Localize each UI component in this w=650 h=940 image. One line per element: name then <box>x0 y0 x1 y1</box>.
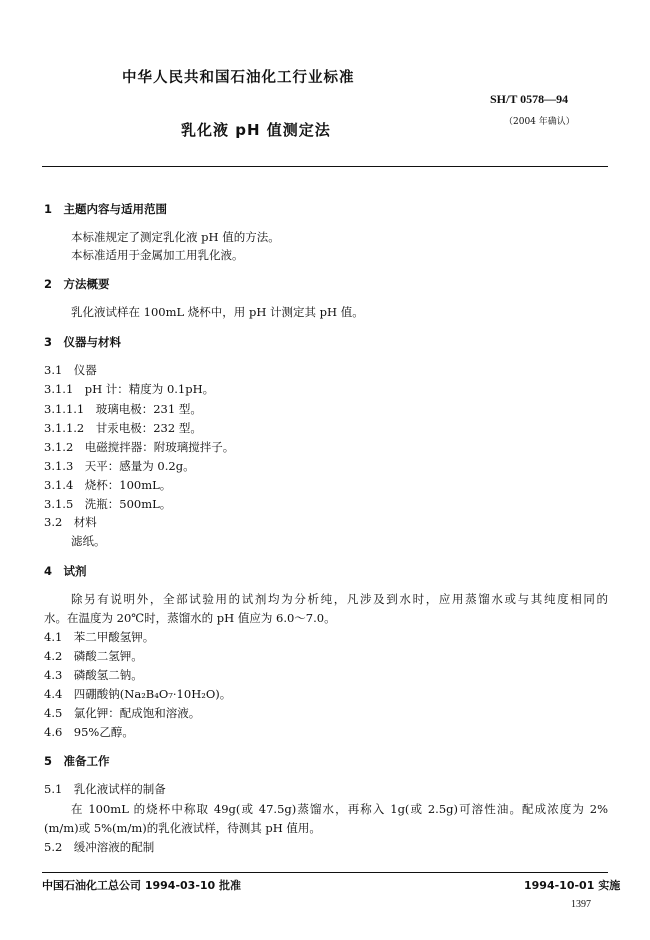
paragraph: 滤纸。 <box>71 534 106 548</box>
page-number: 1397 <box>571 899 591 910</box>
clause-4-4: 4.4 四硼酸钠(Na₂B₄O₇·10H₂O)。 <box>44 687 232 701</box>
clause-3-1: 3.1 仪器 <box>44 363 97 377</box>
clause-3-1-1: 3.1.1 pH 计：精度为 0.1pH。 <box>44 382 215 396</box>
paragraph: 在 100mL 的烧杯中称取 49g(或 47.5g)蒸馏水，再称入 1g(或 2.5g)可溶性油。配成浓度为 2% <box>71 802 608 816</box>
clause-4-6: 4.6 95%乙醇。 <box>44 725 134 739</box>
implementation-date: 1994-10-01 实施 <box>524 879 621 892</box>
clause-3-1-1-2: 3.1.1.2 甘汞电极：232 型。 <box>44 421 202 435</box>
confirmation-note: （2004 年确认） <box>504 117 575 127</box>
issuing-organization: 中华人民共和国石油化工行业标准 <box>122 70 355 86</box>
paragraph: 除另有说明外，全部试验用的试剂均为分析纯，凡涉及到水时，应用蒸馏水或与其纯度相同的 <box>71 592 608 606</box>
paragraph: 本标准适用于金属加工用乳化液。 <box>71 248 244 262</box>
paragraph-continued: 水。在温度为 20℃时，蒸馏水的 pH 值应为 6.0～7.0。 <box>44 611 336 625</box>
section-1-heading: 1 主题内容与适用范围 <box>44 202 168 216</box>
footer-divider <box>42 872 608 873</box>
clause-4-3: 4.3 磷酸氢二钠。 <box>44 668 143 682</box>
clause-4-1: 4.1 苯二甲酸氢钾。 <box>44 630 155 644</box>
paragraph: 本标准规定了测定乳化液 pH 值的方法。 <box>71 230 280 244</box>
clause-3-2: 3.2 材料 <box>44 515 97 529</box>
clause-5-1: 5.1 乳化液试样的制备 <box>44 782 166 796</box>
clause-3-1-3: 3.1.3 天平：感量为 0.2g。 <box>44 459 195 473</box>
standard-code: SH/T 0578—94 <box>490 92 569 106</box>
clause-3-1-2: 3.1.2 电磁搅拌器：附玻璃搅拌子。 <box>44 440 235 454</box>
document-title: 乳化液 pH 值测定法 <box>181 121 331 139</box>
section-5-heading: 5 准备工作 <box>44 754 110 768</box>
paragraph: 乳化液试样在 100mL 烧杯中，用 pH 计测定其 pH 值。 <box>71 305 364 319</box>
clause-3-1-1-1: 3.1.1.1 玻璃电极：231 型。 <box>44 402 202 416</box>
clause-4-2: 4.2 磷酸二氢钾。 <box>44 649 143 663</box>
approval-note: 中国石油化工总公司 1994-03-10 批准 <box>42 879 242 892</box>
section-2-heading: 2 方法概要 <box>44 277 110 291</box>
section-3-heading: 3 仪器与材料 <box>44 335 122 349</box>
paragraph-continued: (m/m)或 5%(m/m)的乳化液试样，待测其 pH 值用。 <box>44 821 321 835</box>
clause-3-1-5: 3.1.5 洗瓶：500mL。 <box>44 497 172 511</box>
clause-3-1-4: 3.1.4 烧杯：100mL。 <box>44 478 172 492</box>
clause-5-2: 5.2 缓冲溶液的配制 <box>44 840 155 854</box>
section-4-heading: 4 试剂 <box>44 564 87 578</box>
clause-4-5: 4.5 氯化钾：配成饱和溶液。 <box>44 706 201 720</box>
